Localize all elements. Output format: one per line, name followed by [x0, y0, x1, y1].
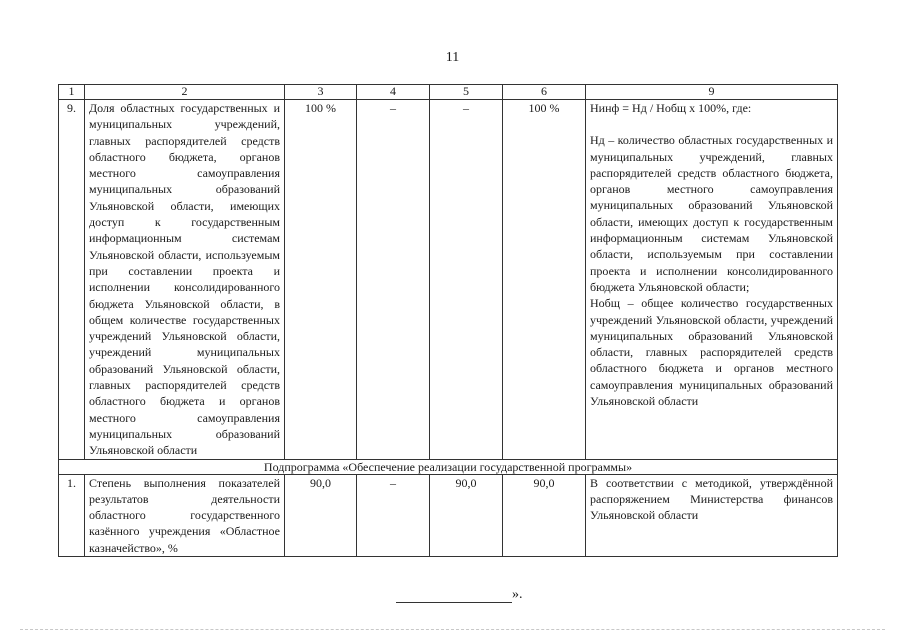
header-cell-2: 2 — [85, 85, 285, 100]
header-cell-3: 3 — [285, 85, 357, 100]
method-nd-definition: Нд – количество областных государственных и муниципальных учреждений, главных распорядителей средств областного бюджета, органов местного самоуправления муниципальных образований Ульяновской области, имеющих доступ к государственным информационным системам Ульяновской области, используемым при составлении проекта и исполнении консолидированного бюджета Ульяновской области; — [590, 133, 833, 294]
value-col6: 90,0 — [503, 474, 586, 556]
indicator-name: Степень выполнения показателей результатов деятельности областного государственного казённого учреждения «Областное казначейство», % — [85, 474, 285, 556]
value-col3: 90,0 — [285, 474, 357, 556]
spacer — [590, 116, 833, 132]
closing-quote: ». — [512, 587, 523, 602]
value-col3: 100 % — [285, 100, 357, 460]
header-cell-1: 1 — [59, 85, 85, 100]
row-number: 1. — [59, 474, 85, 556]
method-cell: В соответствии с методикой, утверждённой распоряжением Министерства финансов Ульяновской области — [586, 474, 838, 556]
header-cell-9: 9 — [586, 85, 838, 100]
value-col6: 100 % — [503, 100, 586, 460]
indicators-table — [58, 84, 838, 557]
value-col4: – — [357, 100, 430, 460]
row-number: 9. — [59, 100, 85, 460]
header-cell-6: 6 — [503, 85, 586, 100]
method-formula: Нинф = Нд / Нобщ х 100%, где: — [590, 101, 752, 115]
page-number: 11 — [445, 50, 460, 65]
header-cell-5: 5 — [430, 85, 503, 100]
value-col5: – — [430, 100, 503, 460]
table-row-1 — [59, 474, 838, 556]
value-col5: 90,0 — [430, 474, 503, 556]
closing-line — [396, 588, 512, 603]
method-nobsch-definition: Нобщ – общее количество государственных учреждений Ульяновской области, учреждений муниципальных образований Ульяновской области, главных распорядителей средств областного бюджета и органов местного самоуправления муниципальных образований Ульяновской области — [590, 296, 833, 409]
scan-artifact-line — [20, 628, 885, 630]
value-col4: – — [357, 474, 430, 556]
closing-mark — [396, 587, 523, 603]
header-cell-4: 4 — [357, 85, 430, 100]
subprogram-row — [59, 459, 838, 474]
table-header-row — [59, 85, 838, 100]
method-cell — [586, 100, 838, 460]
subprogram-title: Подпрограмма «Обеспечение реализации государственной программы» — [59, 459, 838, 474]
indicator-name: Доля областных государственных и муниципальных учреждений, главных распорядителей средств областного бюджета, органов местного самоуправления муниципальных образований Ульяновской области, имеющих доступ к государственным информационным системам Ульяновской области, используемым при составлении проекта и исполнении консолидированного бюджета Ульяновской области, в общем количестве государственных учреждений Ульяновской области, учреждений муниципальных образований Ульяновской области, главных распорядителей средств областного бюджета и органов местного самоуправления муниципальных образований Ульяновской области — [85, 100, 285, 460]
table-row-9 — [59, 100, 838, 460]
